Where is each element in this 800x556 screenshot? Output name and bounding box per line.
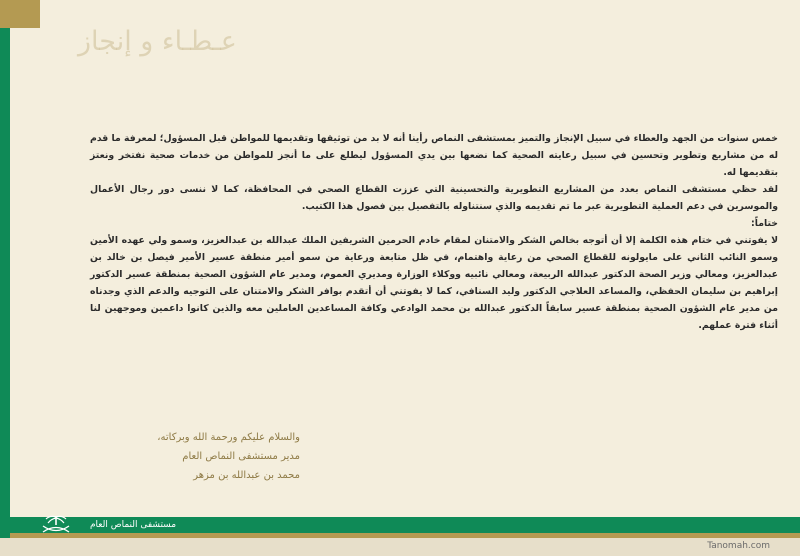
signature-name: محمد بن عبدالله بن مزهر <box>193 470 300 481</box>
footer-hospital-name: مستشفى النماص العام <box>89 520 177 530</box>
header-watermark: عـطـاء و إنجاز <box>78 26 237 57</box>
paragraph-closing-heading: ختاماً: <box>751 218 778 229</box>
site-credit: Tanomah.com <box>707 541 770 551</box>
signature-block <box>90 428 300 485</box>
top-gold-block <box>10 0 40 28</box>
signature-title: مدير مستشفى النماص العام <box>182 451 300 462</box>
body-text <box>90 130 778 352</box>
paragraph-thanks: لا يفوتني في ختام هذه الكلمة إلا أن أتوجه بخالص الشكر والامتنان لمقام خادم الحرمين الشريفين الملك عبدالله بن عبدالعزيز، وسمو ولي عهده الأمين وسمو النائب الثاني على مايولونه للقطاع الصحي من رعاية واهتمام، في ظل متابعة ورعاية من سمو أمير منطقة عسير الأمير فيصل بن خالد بن عبدالعزيز، ومعالي وزير الصحة الدكتور عبدالله الربيعة، ومعالي نائبيه ووكلاء الوزارة ومديري العموم، ومدير عام الشؤون الصحية بمنطقة عسير الدكتور إبراهيم بن سليمان الحفظي، والمساعد العلاجي الدكتور وليد السنافي، كما لا يفوتني أن أتقدم بوافر الشكر والامتنان على التوجيه والدعم الذي وجدناه من مدير عام الشؤون الصحية بمنطقة عسير سابقاً الدكتور عبدالله بن محمد الوادعي وكافة المساعدين العاملين معه والذين كانوا داعمين وموجهين لنا أثناء فترة عملهم. <box>90 235 778 331</box>
paragraph-intro: خمس سنوات من الجهد والعطاء في سبيل الإنجاز والتميز بمستشفى النماص رأينا أنه لا بد من توثيقها وتقديمها للمواطن قبل المسؤول؛ لمعرفة ما قدم له من مشاريع وتطوير وتحسين في سبيل رعايته الصحية كما نضعها بين يدي المسؤول ليطلع على ما أنجز للمواطن من خدمات صحية نفتخر ونعتز بتقديمها له. <box>90 133 778 178</box>
signature-greeting: والسلام عليكم ورحمة الله وبركاته، <box>157 432 300 443</box>
left-gold-bar <box>0 0 10 28</box>
palm-swords-emblem-icon <box>36 513 76 537</box>
paragraph-projects: لقد حظي مستشفى النماص بعدد من المشاريع التطويرية والتحسينية التي عززت القطاع الصحي في المحافظة، كما لا ننسى دور رجال الأعمال والموسرين في دعم العملية التطويرية عبر ما تم تقديمه والذي سنتناوله بالتفصيل بين فصول هذا الكتيب. <box>90 184 778 212</box>
left-green-bar <box>0 28 10 556</box>
